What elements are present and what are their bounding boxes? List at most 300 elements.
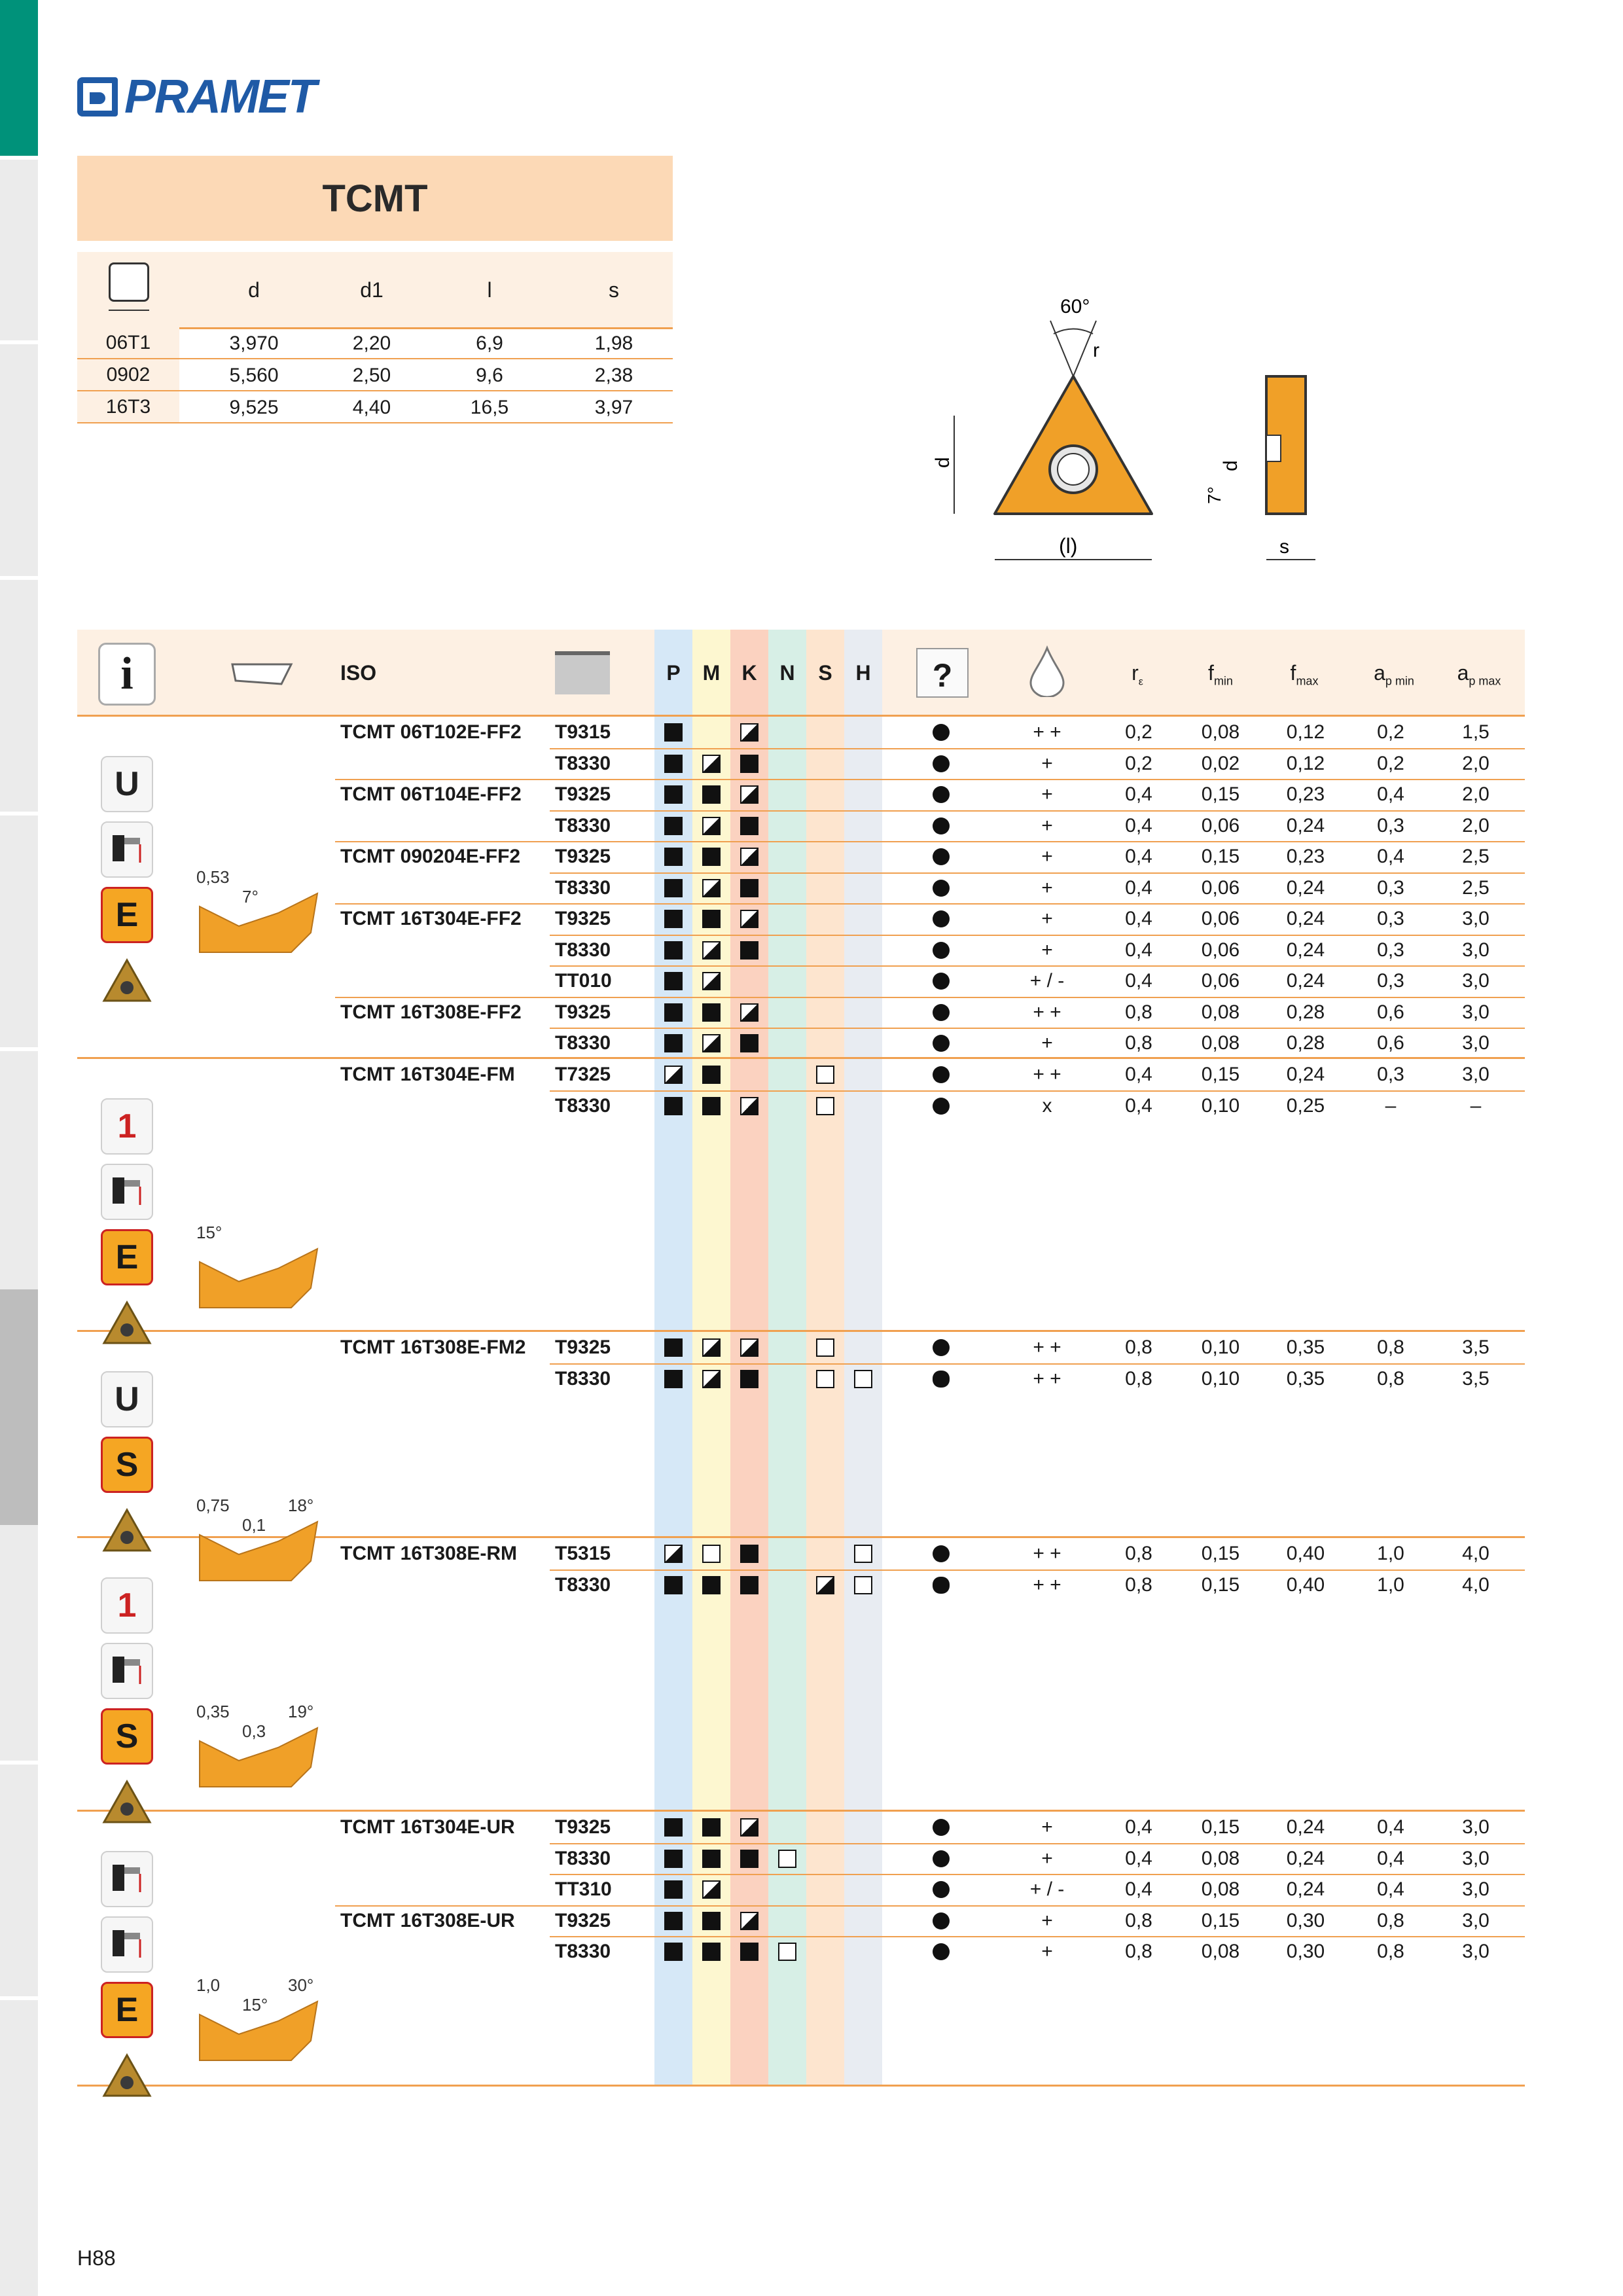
depth-min: 0,4 [1377, 1816, 1404, 1838]
depth-min: 0,3 [1377, 1064, 1404, 1085]
depth-max: 3,0 [1462, 908, 1489, 929]
depth-max: 3,0 [1462, 1001, 1489, 1023]
suitability-P-icon [664, 879, 683, 897]
strip-divider [0, 576, 38, 580]
corner-radius: 0,8 [1125, 1001, 1152, 1023]
feed-min: 0,10 [1201, 1336, 1240, 1358]
dims-header-d1-text: d1 [360, 278, 383, 302]
feed-min: 0,08 [1201, 1941, 1240, 1962]
material-column-S [806, 630, 844, 2087]
grade-code: T8330 [555, 752, 611, 774]
insert-hole-inner [1058, 454, 1089, 485]
brand-logo [77, 71, 315, 123]
suitability-H-icon [854, 1370, 872, 1388]
suitability-S-icon [816, 1066, 834, 1084]
depth-max: 3,0 [1462, 1878, 1489, 1900]
header-fmin [1198, 661, 1243, 688]
corner-radius: 0,2 [1125, 752, 1152, 774]
chip-operation-icon [101, 1643, 153, 1699]
coolant-dot-icon [933, 1577, 950, 1594]
insert-size-icon [109, 262, 149, 302]
coolant-dot-icon [933, 786, 950, 803]
feed-min: 0,08 [1201, 1847, 1240, 1869]
feed-max: 0,24 [1286, 1064, 1325, 1085]
feed-min: 0,15 [1201, 1064, 1240, 1085]
grade-code: T9325 [555, 1001, 611, 1023]
suitability-P-icon [664, 1338, 683, 1357]
suitability-P-icon [664, 1850, 683, 1868]
depth-max: 2,5 [1462, 846, 1489, 867]
suitability-M-icon [702, 785, 721, 804]
dims-d: 3,970 [229, 332, 279, 354]
condition-rating: + / - [1029, 970, 1065, 992]
suitability-K-icon [740, 785, 758, 804]
suitability-P-icon [664, 972, 683, 990]
grade-code: T9325 [555, 1816, 611, 1838]
header-M: M [702, 661, 721, 685]
dims-d1: 2,20 [352, 332, 391, 354]
feed-min: 0,15 [1201, 1543, 1240, 1564]
condition-rating: + [1041, 908, 1053, 929]
suitability-P-icon [664, 1370, 683, 1388]
tool-operation-icon [101, 821, 153, 878]
dims-header-d1 [326, 278, 418, 302]
corner-radius: 0,4 [1125, 1094, 1152, 1117]
clearance-label: 7° [1204, 486, 1224, 504]
chip-class-E-icon: E [101, 1229, 153, 1285]
insert-photo-icon [101, 1502, 153, 1558]
header-fmin-text: f [1208, 661, 1214, 685]
depth-min: 1,0 [1377, 1543, 1404, 1564]
feed-min: 0,15 [1201, 783, 1240, 805]
suitability-K-icon [740, 1370, 758, 1388]
suitability-H-icon [854, 1545, 872, 1563]
iso-code: TCMT 16T308E-RM [340, 1543, 518, 1564]
condition-rating: + [1041, 752, 1053, 774]
dims-s: 3,97 [594, 397, 633, 418]
dims-header-s: s [609, 278, 619, 302]
depth-min: 1,0 [1377, 1573, 1404, 1596]
dims-l: 9,6 [476, 365, 503, 386]
suitability-M-icon [702, 1818, 721, 1837]
corner-radius: 0,4 [1125, 1064, 1152, 1085]
suitability-M-icon [702, 1338, 721, 1357]
coolant-dot-icon [933, 880, 950, 897]
row-divider [550, 1363, 1525, 1365]
depth-min: 0,6 [1377, 1032, 1404, 1054]
grade-code: T8330 [555, 1032, 611, 1054]
feed-max: 0,30 [1286, 1941, 1325, 1962]
coolant-dot-icon [933, 1545, 950, 1562]
feed-max: 0,23 [1286, 783, 1325, 805]
depth-min: 0,8 [1377, 1367, 1404, 1390]
feed-max: 0,24 [1286, 876, 1325, 899]
suitability-P-icon [664, 910, 683, 928]
suitability-P-icon [664, 785, 683, 804]
feed-min: 0,08 [1201, 1001, 1240, 1023]
suitability-N-icon [778, 1943, 796, 1961]
suitability-P-icon [664, 1097, 683, 1115]
depth-max: 3,0 [1462, 1847, 1489, 1869]
header-apmin [1361, 661, 1427, 688]
depth-min: 0,6 [1377, 1001, 1404, 1023]
dims-size: 06T1 [77, 327, 179, 358]
feed-max: 0,40 [1286, 1573, 1325, 1596]
d-label: d [932, 457, 954, 468]
header-fmax-sub: max [1296, 674, 1319, 688]
grade-code: T9325 [555, 908, 611, 929]
condition-rating: + [1041, 783, 1053, 805]
corner-radius: 0,4 [1125, 1816, 1152, 1838]
header-apmin-sub: p min [1385, 674, 1414, 688]
condition-rating: + [1041, 939, 1053, 961]
suitability-K-icon [740, 910, 758, 928]
suitability-P-icon [664, 1912, 683, 1930]
insert-drawing [916, 288, 1335, 576]
corner-radius: 0,4 [1125, 846, 1152, 867]
grade-code: T8330 [555, 939, 611, 961]
dims-d1: 2,50 [352, 365, 391, 386]
feed-min: 0,08 [1201, 721, 1240, 743]
depth-max: 2,5 [1462, 876, 1489, 899]
header-apmax [1446, 661, 1512, 688]
grade-material-icon [555, 651, 610, 694]
application-first-choice-icon: 1 [101, 1577, 153, 1634]
coolant-dot-icon [933, 1819, 950, 1836]
condition-rating: + + [1033, 1367, 1061, 1390]
row-divider [335, 1905, 1525, 1907]
feed-max: 0,28 [1286, 1032, 1325, 1054]
suitability-M-icon [702, 817, 721, 835]
coolant-dot-icon [933, 755, 950, 772]
condition-rating: + [1041, 1941, 1053, 1962]
suitability-M-icon [702, 1545, 721, 1563]
dims-size: 16T3 [77, 391, 179, 422]
row-divider [550, 1936, 1525, 1937]
suitability-K-icon [740, 723, 758, 742]
chip-class-S-icon: S [101, 1708, 153, 1765]
suitability-H-icon [854, 1576, 872, 1594]
strip-divider [0, 1996, 38, 2000]
page-number: H88 [77, 2246, 116, 2270]
suitability-P-icon [664, 848, 683, 866]
dims-row [77, 327, 673, 359]
row-divider [550, 1843, 1525, 1844]
feed-max: 0,24 [1286, 970, 1325, 992]
corner-radius: 0,2 [1125, 721, 1152, 743]
suitability-K-icon [740, 1818, 758, 1837]
iso-code: TCMT 16T304E-FF2 [340, 908, 522, 929]
iso-code: TCMT 06T104E-FF2 [340, 783, 522, 805]
suitability-M-icon [702, 1097, 721, 1115]
geometry-label: 0,75 [196, 1496, 230, 1515]
corner-radius: 0,4 [1125, 970, 1152, 992]
suitability-K-icon [740, 1850, 758, 1868]
feed-min: 0,06 [1201, 908, 1240, 929]
application-universal-icon: U [101, 1371, 153, 1427]
depth-min: 0,8 [1377, 1909, 1404, 1931]
side-tab-section [0, 1289, 38, 1525]
depth-min: 0,3 [1377, 970, 1404, 992]
suitability-K-icon [740, 817, 758, 835]
insert-photo-icon [101, 1295, 153, 1351]
angle-arc [1054, 329, 1093, 334]
depth-max: – [1470, 1094, 1482, 1117]
row-divider [550, 1028, 1525, 1029]
condition-rating: + + [1033, 1543, 1061, 1564]
suitability-K-icon [740, 1034, 758, 1052]
s-label: s [1279, 536, 1289, 558]
header-iso: ISO [340, 661, 377, 685]
application-first-choice-icon: 1 [101, 1098, 153, 1155]
coolant-dot-icon [933, 1004, 950, 1021]
header-r [1118, 661, 1157, 688]
feed-max: 0,30 [1286, 1909, 1325, 1931]
suitability-M-icon [702, 972, 721, 990]
depth-min: 0,4 [1377, 1878, 1404, 1900]
condition-rating: + [1041, 1909, 1053, 1931]
corner-radius: 0,4 [1125, 814, 1152, 836]
condition-rating: + [1041, 814, 1053, 836]
depth-max: 2,0 [1462, 783, 1489, 805]
depth-min: 0,3 [1377, 939, 1404, 961]
condition-rating: + [1041, 1847, 1053, 1869]
feed-min: 0,08 [1201, 1032, 1240, 1054]
geometry-label: 0,35 [196, 1702, 230, 1721]
grade-code: T9325 [555, 846, 611, 867]
corner-radius: 0,4 [1125, 1847, 1152, 1869]
coolant-dot-icon [933, 1066, 950, 1083]
feed-min: 0,06 [1201, 814, 1240, 836]
suitability-S-icon [816, 1370, 834, 1388]
suitability-K-icon [740, 755, 758, 773]
coolant-dot-icon [933, 1881, 950, 1898]
feed-max: 0,24 [1286, 814, 1325, 836]
geometry-label: 0,3 [242, 1721, 266, 1741]
condition-rating: + [1041, 846, 1053, 867]
coolant-dot-icon [933, 1371, 950, 1388]
corner-radius: 0,8 [1125, 1909, 1152, 1931]
row-divider [550, 872, 1525, 874]
suitability-M-icon [702, 910, 721, 928]
strip-divider [0, 156, 38, 160]
suitability-S-icon [816, 1576, 834, 1594]
depth-min: 0,4 [1377, 846, 1404, 867]
suitability-P-icon [664, 1880, 683, 1899]
coolant-dot-icon [933, 1098, 950, 1115]
suitability-M-icon [702, 1003, 721, 1022]
corner-radius: 0,8 [1125, 1573, 1152, 1596]
row-divider [550, 965, 1525, 967]
row-divider [550, 810, 1525, 812]
geometry-label: 18° [288, 1496, 314, 1515]
strip-divider [0, 340, 38, 344]
suitability-K-icon [740, 879, 758, 897]
chip-class-E-icon: E [101, 1982, 153, 2038]
geometry-label: 15° [196, 1223, 223, 1242]
coolant-dot-icon [933, 1912, 950, 1929]
depth-max: 2,0 [1462, 752, 1489, 774]
grade-code: T8330 [555, 1573, 611, 1596]
strip-divider [0, 812, 38, 816]
strip-divider [0, 1761, 38, 1765]
iso-code: TCMT 16T304E-FM [340, 1064, 515, 1085]
row-divider [550, 1570, 1525, 1571]
dims-l: 16,5 [470, 397, 509, 418]
material-column-H [844, 630, 882, 2087]
feed-max: 0,28 [1286, 1001, 1325, 1023]
geometry-label: 19° [288, 1702, 314, 1721]
suitability-K-icon [740, 1912, 758, 1930]
feed-min: 0,10 [1201, 1094, 1240, 1117]
header-divider [77, 715, 1525, 717]
header-apmax-sub: p max [1469, 674, 1501, 688]
geometry-label: 15° [242, 1995, 268, 2015]
suitability-P-icon [664, 1943, 683, 1961]
suitability-K-icon [740, 1576, 758, 1594]
feed-min: 0,10 [1201, 1367, 1240, 1390]
grade-code: TT310 [555, 1878, 612, 1900]
depth-min: 0,3 [1377, 908, 1404, 929]
grade-code: T8330 [555, 814, 611, 836]
chip-class-E-icon: E [101, 887, 153, 943]
chip-class-S-icon: S [101, 1437, 153, 1493]
grade-code: T9315 [555, 721, 611, 743]
iso-code: TCMT 090204E-FF2 [340, 846, 521, 867]
suitability-P-icon [664, 1545, 683, 1563]
group-divider [77, 2085, 1525, 2087]
corner-radius: 0,8 [1125, 1032, 1152, 1054]
depth-min: 0,4 [1377, 1847, 1404, 1869]
dims-size: 0902 [77, 359, 179, 390]
depth-min: 0,8 [1377, 1336, 1404, 1358]
depth-max: 2,0 [1462, 814, 1489, 836]
suitability-K-icon [740, 1097, 758, 1115]
dims-header [77, 252, 673, 329]
dims-header-d: d [248, 278, 260, 302]
coolant-dot-icon [933, 973, 950, 990]
product-title-box [77, 156, 673, 241]
feed-min: 0,15 [1201, 1816, 1240, 1838]
feed-max: 0,24 [1286, 908, 1325, 929]
logo-mark [77, 77, 118, 117]
application-universal-icon: U [101, 756, 153, 812]
depth-max: 3,0 [1462, 1816, 1489, 1838]
corner-radius: 0,8 [1125, 1367, 1152, 1390]
feed-max: 0,24 [1286, 1878, 1325, 1900]
header-fmax-text: f [1290, 661, 1296, 685]
header-K: K [741, 661, 757, 685]
side-tab-active [0, 0, 38, 156]
suitability-K-icon [740, 1545, 758, 1563]
row-divider [550, 1090, 1525, 1092]
geometry-label: 0,53 [196, 867, 230, 887]
corner-radius: 0,4 [1125, 876, 1152, 899]
coolant-dot-icon [933, 817, 950, 834]
feed-min: 0,06 [1201, 970, 1240, 992]
grade-code: T8330 [555, 1847, 611, 1869]
depth-max: 4,0 [1462, 1573, 1489, 1596]
grade-code: T8330 [555, 1941, 611, 1962]
geometry-label: 7° [242, 887, 259, 906]
feed-max: 0,24 [1286, 1816, 1325, 1838]
condition-rating: + / - [1029, 1878, 1065, 1900]
corner-radius: 0,4 [1125, 908, 1152, 929]
group-divider [77, 1330, 1525, 1332]
feed-max: 0,40 [1286, 1543, 1325, 1564]
dims-row [77, 391, 673, 423]
depth-min: – [1385, 1094, 1397, 1117]
feed-min: 0,06 [1201, 876, 1240, 899]
suitability-K-icon [740, 941, 758, 960]
feed-max: 0,25 [1286, 1094, 1325, 1117]
tool-operation-icon [101, 1916, 153, 1973]
chipbreaker-profile [193, 1236, 324, 1321]
row-divider [335, 997, 1525, 998]
depth-min: 0,2 [1377, 721, 1404, 743]
corner-radius: 0,8 [1125, 1941, 1152, 1962]
radius-label: r [1093, 340, 1099, 361]
row-divider [335, 779, 1525, 780]
grade-code: T9325 [555, 1909, 611, 1931]
header-fmax [1281, 661, 1327, 688]
suitability-P-icon [664, 817, 683, 835]
group-divider [77, 1810, 1525, 1812]
grade-code: T9325 [555, 1336, 611, 1358]
depth-max: 3,0 [1462, 1909, 1489, 1931]
feed-max: 0,12 [1286, 752, 1325, 774]
group-divider [77, 1057, 1525, 1059]
row-divider [550, 748, 1525, 749]
coolant-dot-icon [933, 1943, 950, 1960]
depth-max: 3,0 [1462, 1941, 1489, 1962]
condition-rating: + + [1033, 1064, 1061, 1085]
row-divider [550, 935, 1525, 936]
depth-max: 3,0 [1462, 1064, 1489, 1085]
condition-rating: x [1042, 1094, 1052, 1117]
info-icon: i [98, 643, 156, 706]
suitability-M-icon [702, 1576, 721, 1594]
header-apmax-text: a [1457, 661, 1469, 685]
feed-min: 0,15 [1201, 846, 1240, 867]
corner-radius: 0,8 [1125, 1336, 1152, 1358]
grade-code: T9325 [555, 783, 611, 805]
feed-min: 0,15 [1201, 1909, 1240, 1931]
suitability-M-icon [702, 848, 721, 866]
grade-code: T8330 [555, 1094, 611, 1117]
depth-min: 0,3 [1377, 814, 1404, 836]
depth-max: 3,0 [1462, 1032, 1489, 1054]
feed-max: 0,35 [1286, 1367, 1325, 1390]
insert-photo-icon [101, 1774, 153, 1830]
dims-l: 6,9 [476, 332, 503, 354]
row-divider [335, 903, 1525, 905]
corner-radius: 0,8 [1125, 1543, 1152, 1564]
dims-s: 1,98 [594, 332, 633, 354]
header-N: N [779, 661, 795, 685]
feed-min: 0,06 [1201, 939, 1240, 961]
condition-rating: + + [1033, 721, 1061, 743]
geometry-label: 0,1 [242, 1515, 266, 1535]
side-view-hole [1266, 435, 1281, 461]
suitability-M-icon [702, 1943, 721, 1961]
coolant-dot-icon [933, 724, 950, 741]
coolant-dot-icon [933, 942, 950, 959]
suitability-K-icon [740, 848, 758, 866]
grade-code: T5315 [555, 1543, 611, 1564]
depth-min: 0,8 [1377, 1941, 1404, 1962]
suitability-M-icon [702, 1034, 721, 1052]
